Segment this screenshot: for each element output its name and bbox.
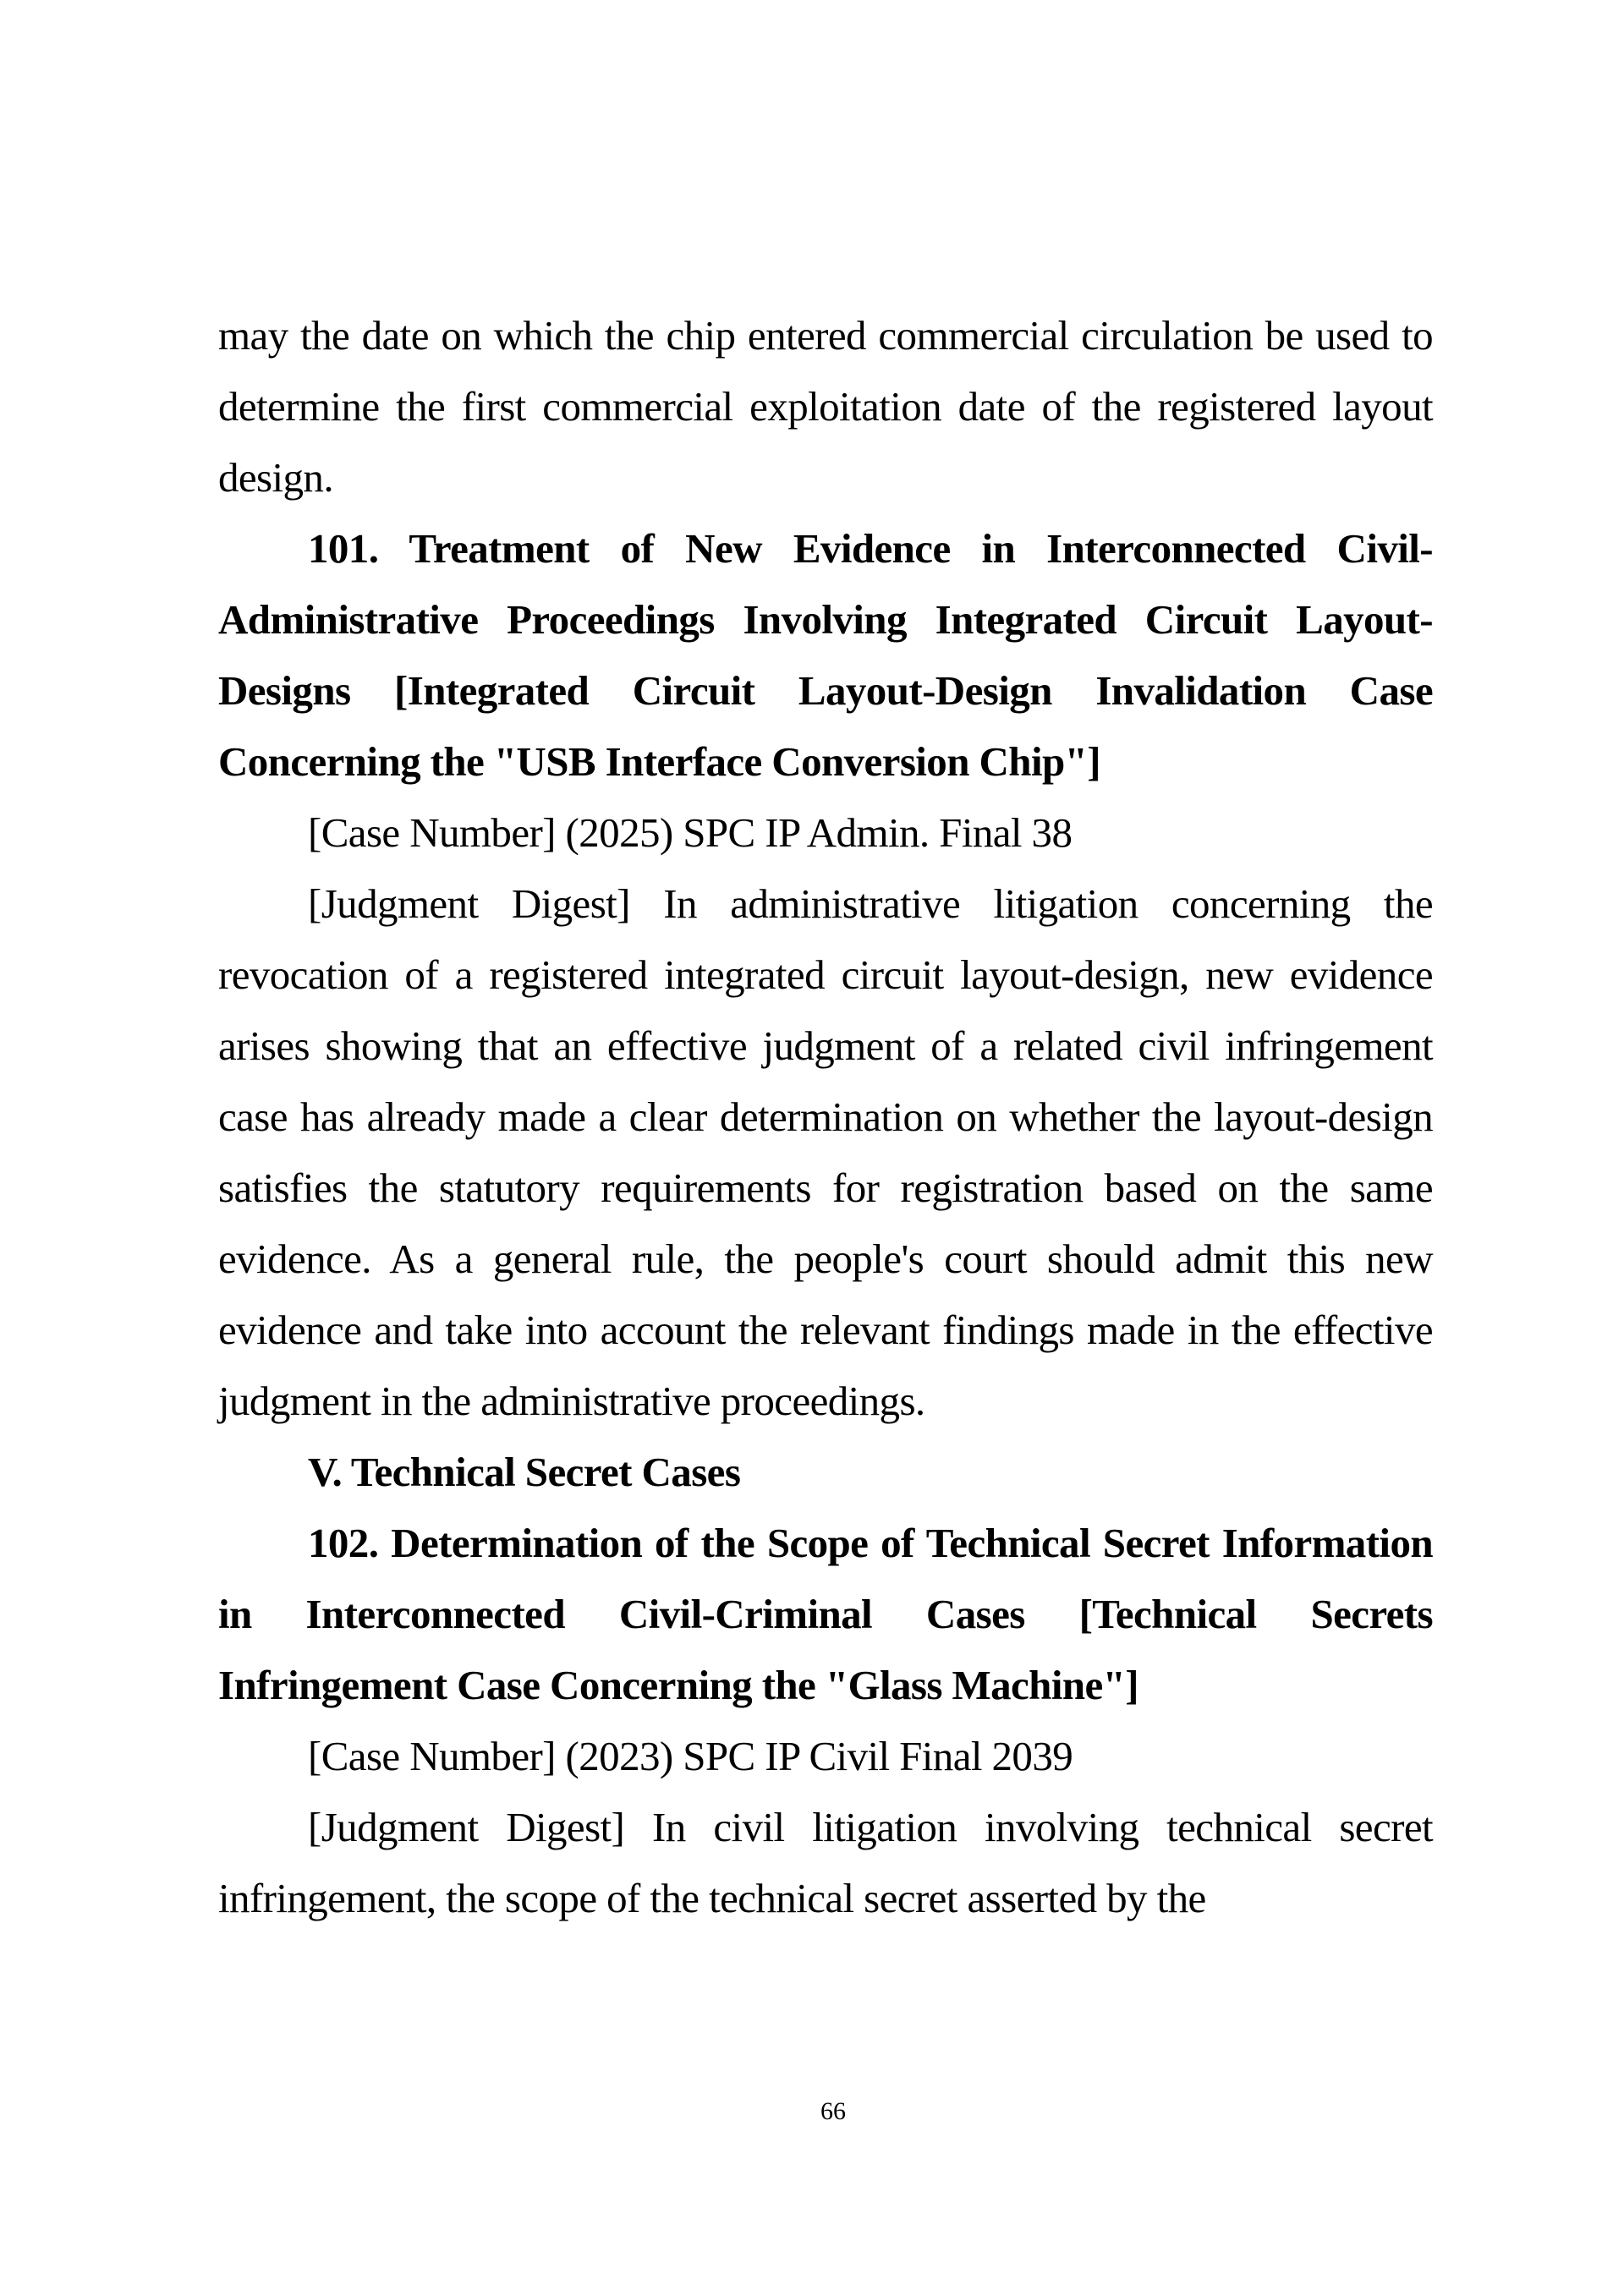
- section-v-heading: V. Technical Secret Cases: [308, 1449, 741, 1495]
- continued-paragraph: may the date on which the chip entered commercial circulation be used to determine the first commercial exploitation date of the registered layout design.: [218, 312, 1433, 501]
- page-body: [218, 300, 1433, 1934]
- case-102-judgment-digest: [Judgment Digest] In civil litigation involving technical secret infringement, the scope of the technical secret asserted by the: [218, 1804, 1433, 1921]
- case-101-number: [Case Number] (2025) SPC IP Admin. Final 38: [308, 809, 1073, 856]
- page-number: 66: [820, 2097, 846, 2125]
- case-101-judgment-digest: [Judgment Digest] In administrative litigation concerning the revocation of a registered integrated circuit layout-design, new evidence arises showing that an effective judgment of a related civil infringement case has already made a clear determination on whether the layout-design satisfies the statutory requirements for registration based on the same evidence. As a general rule, the people's court should admit this new evidence and take into account the relevant findings made in the effective judgment in the administrative proceedings.: [218, 880, 1433, 1424]
- case-102-heading: 102. Determination of the Scope of Technical Secret Information in Interconnected Civil-Criminal Cases [Technical Secrets Infringement Case Concerning the "Glass Machine"]: [218, 1520, 1433, 1708]
- case-101-heading: 101. Treatment of New Evidence in Interconnected Civil-Administrative Proceedings Involving Integrated Circuit Layout-Designs [Integrated Circuit Layout-Design Invalidation Case Concerning the "USB Interface Conversion Chip"]: [218, 525, 1433, 785]
- case-102-number: [Case Number] (2023) SPC IP Civil Final 2039: [308, 1733, 1073, 1779]
